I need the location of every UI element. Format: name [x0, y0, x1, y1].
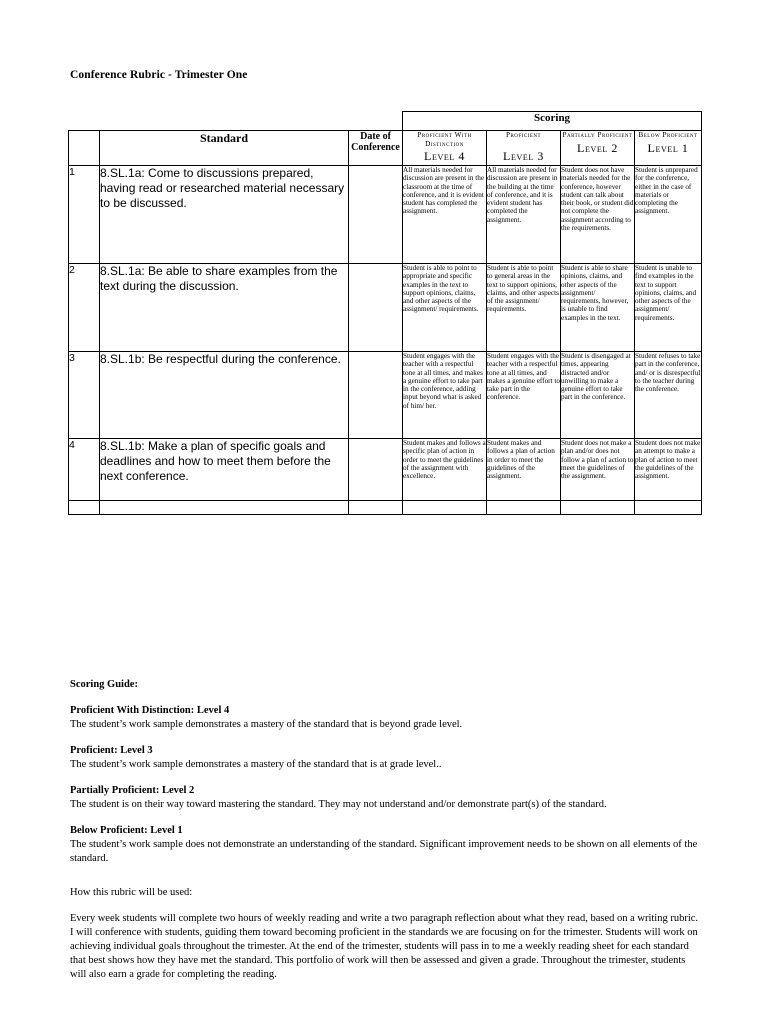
table-row: [69, 439, 702, 501]
guide-item-text: The student is on their way toward mastering the standard. They may not understand and/or demonstrate part(s) of the standard.: [70, 799, 607, 810]
level-4-descriptor: All materials needed for discussion are present in the classroom at the time of conference, and it is evident student has completed the assignment.: [403, 166, 487, 264]
level-4-label: Level 4: [424, 149, 466, 163]
number-header-cell: [69, 131, 100, 166]
level-4-descriptor: Student is able to point to appropriate and specific examples in the text to support opinions, claims, and other aspects of the assignment/ requirements.: [403, 264, 487, 352]
level-1-descriptor: Student is unprepared for the conference, either in the case of materials or completing the assignment.: [635, 166, 702, 264]
level-3-descriptor: Student makes and follows a plan of action in order to meet the guidelines of the assignment.: [487, 439, 561, 501]
blank-row: [69, 501, 702, 515]
standard-text: 8.SL.1a: Be able to share examples from the text during the discussion.: [100, 264, 349, 352]
guide-item-level-4: [70, 704, 702, 732]
guide-item-title: Below Proficient: Level 1: [70, 825, 183, 836]
scoring-guide-heading: Scoring Guide:: [70, 679, 138, 690]
level-2-descriptor: Student is disengaged at times, appearing distracted and/or unwilling to make a genuine effort to take part in the conference.: [561, 352, 635, 439]
guide-item-text: The student’s work sample demonstrates a mastery of the standard that is beyond grade level.: [70, 719, 463, 730]
level-2-descriptor: Student does not make a plan and/or does not follow a plan of action to meet the guidelines of the assignment.: [561, 439, 635, 501]
standard-text: 8.SL.1b: Be respectful during the conference.: [100, 352, 349, 439]
blank-cell: [635, 501, 702, 515]
level-1-descriptor: Student refuses to take part in the conference, and/ or is disrespectful to the teacher during the conference.: [635, 352, 702, 439]
scoring-guide: [70, 678, 702, 982]
scoring-header-row: [69, 112, 702, 131]
standard-header: Standard: [100, 131, 349, 166]
level-2-header: [561, 131, 635, 166]
usage-heading: How this rubric will be used:: [70, 887, 193, 898]
guide-item-text: The student’s work sample demonstrates a mastery of the standard that is at grade level..: [70, 759, 442, 770]
guide-item-level-2: [70, 784, 702, 812]
guide-item-text: The student’s work sample does not demonstrate an understanding of the standard. Significant improvement needs to be shown on all elements of the standard.: [70, 839, 698, 864]
table-row: [69, 166, 702, 264]
table-row: [69, 352, 702, 439]
conference-date-cell: [349, 264, 403, 352]
row-number: 3: [69, 352, 100, 439]
level-1-header: [635, 131, 702, 166]
level-2-descriptor: Student is able to share opinions, claims, and other aspects of the assignment/ requirements, however, is unable to find examples in the text.: [561, 264, 635, 352]
level-4-name: Proficient With Distinction: [417, 131, 472, 148]
rubric-table: [68, 111, 702, 515]
conference-date-cell: [349, 439, 403, 501]
level-4-descriptor: Student engages with the teacher with a respectful tone at all times, and makes a genuine effort to take part in the conference, adding input beyond what is asked of him/ her.: [403, 352, 487, 439]
level-1-label: Level 1: [647, 140, 689, 155]
level-4-header: [403, 131, 487, 166]
level-2-label: Level 2: [577, 140, 619, 155]
level-3-descriptor: All materials needed for discussion are present in the building at the time of conference, and it is evident student has completed the assignment.: [487, 166, 561, 264]
date-header: Date of Conference: [349, 131, 403, 166]
level-4-descriptor: Student makes and follows a specific plan of action in order to meet the guidelines of the assignment with excellence.: [403, 439, 487, 501]
guide-item-level-3: [70, 744, 702, 772]
level-3-descriptor: Student is able to point to general areas in the text to support opinions, claims, and other aspects of the assignment/ requirements.: [487, 264, 561, 352]
level-3-name: Proficient: [505, 131, 542, 139]
blank-cell: [69, 501, 100, 515]
conference-date-cell: [349, 352, 403, 439]
level-2-descriptor: Student does not have materials needed for the conference, however student can talk about their book, or student did not complete the assignment according to the requirements.: [561, 166, 635, 264]
level-header-row: [69, 131, 702, 166]
table-row: [69, 264, 702, 352]
level-1-descriptor: Student does not make an attempt to make a plan of action to meet the guidelines of the assignment.: [635, 439, 702, 501]
document-title: Conference Rubric - Trimester One: [70, 69, 248, 81]
level-3-header: [487, 131, 561, 166]
level-3-label: Level 3: [503, 148, 545, 163]
standard-text: 8.SL.1b: Make a plan of specific goals and deadlines and how to meet them before the next conference.: [100, 439, 349, 501]
blank-cell: [487, 501, 561, 515]
guide-item-title: Proficient With Distinction: Level 4: [70, 705, 230, 716]
scoring-header: Scoring: [403, 112, 702, 131]
level-1-name: Below Proficient: [638, 131, 698, 139]
level-3-descriptor: Student engages with the teacher with a respectful tone at all times, and makes a genuine effort to take part in the conference.: [487, 352, 561, 439]
blank-header-cell: [69, 112, 403, 131]
blank-cell: [349, 501, 403, 515]
standard-text: 8.SL.1a: Come to discussions prepared, having read or researched material necessary to be discussed.: [100, 166, 349, 264]
conference-date-cell: [349, 166, 403, 264]
row-number: 4: [69, 439, 100, 501]
row-number: 1: [69, 166, 100, 264]
usage-paragraph: Every week students will complete two hours of weekly reading and write a two paragraph reflection about what they read, based on a writing rubric. I will conference with students, guiding them toward becoming proficient in the standards we are focusing on for the trimester. Students will work on achieving individual goals throughout the trimester. At the end of the trimester, students will pass in to me a weekly reading sheet for each standard that best shows how they have met the standard. This portfolio of work will then be assessed and given a grade. Throughout the trimester, students will also earn a grade for completing the reading.: [70, 913, 699, 980]
blank-cell: [403, 501, 487, 515]
row-number: 2: [69, 264, 100, 352]
guide-item-level-1: [70, 824, 702, 866]
level-2-name: Partially Proficient: [562, 131, 633, 139]
level-1-descriptor: Student is unable to find examples in the text to support opinions, claims, and other aspects of the assignment/ requirements.: [635, 264, 702, 352]
guide-item-title: Partially Proficient: Level 2: [70, 785, 195, 796]
blank-cell: [100, 501, 349, 515]
blank-cell: [561, 501, 635, 515]
guide-item-title: Proficient: Level 3: [70, 745, 153, 756]
